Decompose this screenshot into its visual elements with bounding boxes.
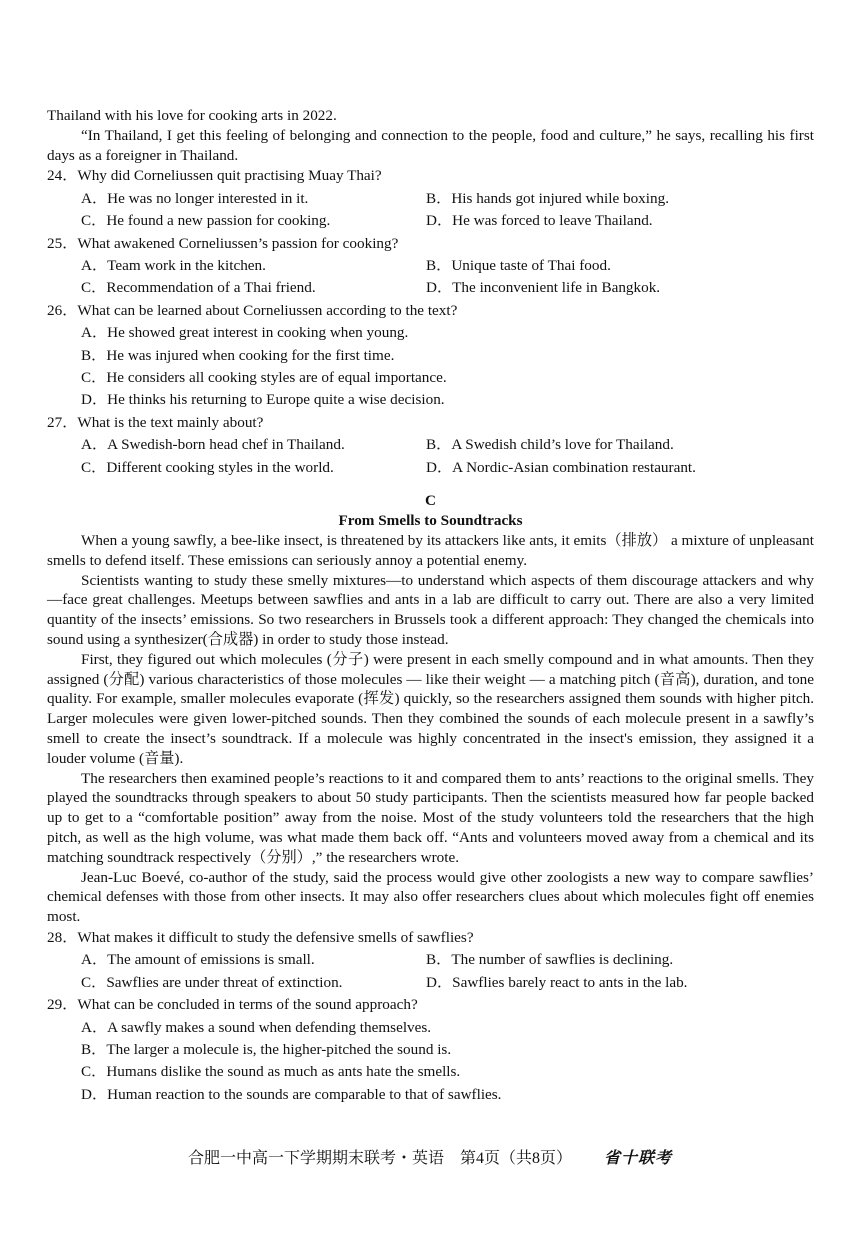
option-a: A．He showed great interest in cooking when young. bbox=[81, 324, 409, 342]
option-d: D．Sawflies barely react to ants in the lab. bbox=[426, 973, 688, 991]
intro-line: Thailand with his love for cooking arts in 2022. bbox=[47, 107, 337, 124]
question-28 bbox=[47, 927, 814, 994]
option-d: D．He thinks his returning to Europe quite a wise decision. bbox=[81, 391, 445, 409]
option-a: A．Team work in the kitchen. bbox=[81, 257, 266, 275]
question-27 bbox=[47, 412, 814, 479]
option-d: D．The inconvenient life in Bangkok. bbox=[426, 279, 661, 297]
passage-title: From Smells to Soundtracks bbox=[338, 512, 523, 530]
passage-paragraph-2: Scientists wanting to study these smelly mixtures—to understand which aspects of them discourage attackers and why—face great challenges. Meetups between sawflies and ants in a lab are difficult to carry out. There are also a very limited quantity of the insects’ emissions. So two researchers in Brussels took a different approach: They changed the chemicals into sound using a synthesizer(合成器) in order to study those instead. bbox=[47, 571, 814, 649]
option-b: B．A Swedish child’s love for Thailand. bbox=[426, 436, 674, 454]
question-24 bbox=[47, 165, 814, 232]
option-d: D．A Nordic-Asian combination restaurant. bbox=[426, 458, 696, 476]
option-c: C．Humans dislike the sound as much as ants hate the smells. bbox=[81, 1063, 461, 1081]
option-b: B．The larger a molecule is, the higher-pitched the sound is. bbox=[81, 1041, 452, 1059]
option-d: D．Human reaction to the sounds are comparable to that of sawflies. bbox=[81, 1085, 502, 1103]
option-c: C．Sawflies are under threat of extinction. bbox=[81, 973, 343, 991]
intro-paragraph: “In Thailand, I get this feeling of belonging and connection to the people, food and culture,” he says, recalling his first days as a foreigner in Thailand. bbox=[47, 126, 814, 164]
passage-paragraph-3: First, they figured out which molecules (分子) were present in each smelly compound and in what amounts. Then they assigned (分配) various characteristics of those molecules — like their weight — a matching pitch (音高), duration, and tone quality. For example, smaller molecules evaporate (挥发) quickly, so the researchers assigned them sounds with higher pitch. Larger molecules were given lower-pitched sounds. Then they combined the sounds of each molecule present in a sawfly’s smell to create the insect’s soundtrack. If a molecule was highly concentrated in the insect's emission, they assigned it a louder volume (音量). bbox=[47, 650, 814, 767]
question-stem: 26．What can be learned about Corneliussen according to the text? bbox=[47, 301, 458, 319]
question-stem: 25．What awakened Corneliussen’s passion for cooking? bbox=[47, 234, 399, 252]
option-row bbox=[47, 188, 814, 210]
option-c: C．He considers all cooking styles are of equal importance. bbox=[81, 369, 447, 387]
option-d: D．He was forced to leave Thailand. bbox=[426, 212, 653, 230]
option-b: B．His hands got injured while boxing. bbox=[426, 189, 669, 207]
exam-page bbox=[47, 106, 814, 1106]
question-26 bbox=[47, 300, 814, 412]
option-row bbox=[47, 949, 814, 971]
page-footer bbox=[0, 1148, 860, 1170]
option-b: B．The number of sawflies is declining. bbox=[426, 951, 674, 969]
option-c: C．Different cooking styles in the world. bbox=[81, 458, 334, 476]
passage-paragraph-5: Jean-Luc Boevé, co-author of the study, said the process would give other zoologists a new way to compare sawflies’ chemical defenses with those from other insects. It may also offer researchers clues about which molecules fight off enemies most. bbox=[47, 868, 814, 926]
option-a: A．He was no longer interested in it. bbox=[81, 189, 309, 207]
question-stem: 24．Why did Corneliussen quit practising Muay Thai? bbox=[47, 167, 382, 185]
option-row bbox=[47, 210, 814, 232]
option-row bbox=[47, 277, 814, 299]
option-row bbox=[47, 972, 814, 994]
option-a: A．A Swedish-born head chef in Thailand. bbox=[81, 436, 345, 454]
option-b: B．He was injured when cooking for the first time. bbox=[81, 346, 395, 364]
footer-text: 合肥一中高一下学期期末联考・英语 第4页（共8页） bbox=[187, 1150, 572, 1167]
option-row bbox=[47, 255, 814, 277]
option-row bbox=[47, 457, 814, 479]
question-stem: 29．What can be concluded in terms of the sound approach? bbox=[47, 996, 418, 1014]
option-row bbox=[47, 434, 814, 456]
option-c: C．He found a new passion for cooking. bbox=[81, 212, 331, 230]
question-stem: 28．What makes it difficult to study the defensive smells of sawflies? bbox=[47, 929, 474, 947]
passage-paragraph-1: When a young sawfly, a bee-like insect, is threatened by its attackers like ants, it emits（排放） a mixture of unpleasant smells to defend itself. These emissions can seriously annoy a potential enemy. bbox=[47, 532, 814, 569]
option-b: B．Unique taste of Thai food. bbox=[426, 257, 611, 275]
option-c: C．Recommendation of a Thai friend. bbox=[81, 279, 316, 297]
question-25 bbox=[47, 233, 814, 300]
section-letter: C bbox=[425, 492, 436, 510]
option-a: A．A sawfly makes a sound when defending themselves. bbox=[81, 1018, 432, 1036]
footer-brand: 省十联考 bbox=[604, 1150, 673, 1167]
passage-paragraph-4: The researchers then examined people’s reactions to it and compared them to ants’ reactions to the original smells. They played the soundtracks through speakers to about 50 study participants. Then the scientists measured how far people backed up to get to a “comfortable position” away from the noise. Most of the study volunteers told the researchers that the high pitch, as well as the high volume, was what made them back off. “Ants and volunteers moved away from a chemical and its matching soundtrack respectively（分别）,” the researchers wrote. bbox=[47, 769, 814, 866]
option-a: A．The amount of emissions is small. bbox=[81, 951, 315, 969]
question-stem: 27．What is the text mainly about? bbox=[47, 413, 264, 431]
question-29 bbox=[47, 994, 814, 1106]
